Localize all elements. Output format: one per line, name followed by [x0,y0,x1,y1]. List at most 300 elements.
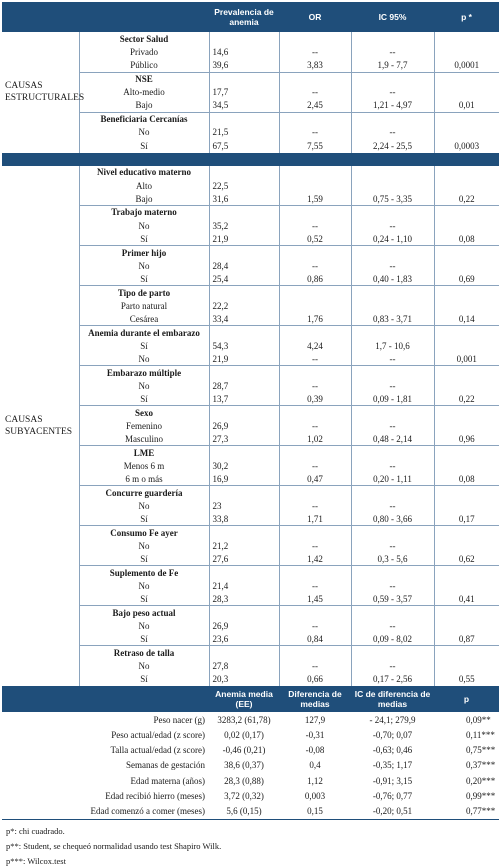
p-value: 0,77*** [434,804,499,820]
prevalencia-value: 67,5 [209,139,279,152]
p-value: 0,0001 [434,59,499,72]
row-label: Sí [79,272,209,285]
p-value: 0,99*** [466,791,496,802]
empty-cell [351,246,434,259]
continuous-row [2,804,499,820]
p-value: 0,22 [434,392,499,405]
empty-cell [209,526,279,539]
group-title: Sexo [79,406,209,419]
media-value: 38,6 (0,37) [224,760,264,771]
group-title: Concurre guardería [79,486,209,499]
p-value: 0,14 [434,312,499,325]
empty-cell [279,246,351,259]
ic-value: 0,20 - 1,11 [351,472,434,485]
empty-cell [351,32,434,45]
header-empty [2,2,79,32]
empty-cell [279,486,351,499]
variable-label: Peso actual/edad (z score) [111,729,205,740]
or-value: 0,39 [279,392,351,405]
prevalencia-value: 26,9 [209,419,279,432]
group-title: LME [79,446,209,459]
empty-cell [351,406,434,419]
or-value: -- [279,459,351,472]
continuous-row [2,758,499,773]
empty-cell [351,566,434,579]
ic-value: -- [351,219,434,232]
empty-cell [279,32,351,45]
media-value: 28,3 (0,88) [224,775,264,786]
or-value: -- [279,659,351,672]
p-value: 0,08 [434,472,499,485]
row-label: Parto natural [79,299,209,312]
or-value [279,299,351,312]
empty-cell [434,526,499,539]
ic-diferencia-value: -0,35; 1,17 [372,760,413,771]
or-value: 7,55 [279,139,351,152]
or-value: 0,66 [279,673,351,686]
p-value [434,539,499,552]
empty-cell [279,566,351,579]
empty-cell [351,286,434,299]
empty-cell [279,446,351,459]
empty-cell [351,326,434,339]
results-table [2,2,499,820]
prevalencia-value: 28,7 [209,379,279,392]
header-empty [79,2,209,32]
continuous-row [2,712,499,727]
diferencia-value: 1,12 [307,775,323,786]
p-value [434,45,499,58]
row-label: No [79,579,209,592]
p-value [434,299,499,312]
empty-cell [434,606,499,619]
prevalencia-value: 27,8 [209,659,279,672]
ic-value: 0,09 - 8,02 [351,633,434,646]
prevalencia-value: 35,2 [209,219,279,232]
empty-cell [209,566,279,579]
empty-cell [351,366,434,379]
diferencia-value: 0,15 [279,804,351,820]
ic-diferencia-value: -0,91; 3,15 [372,775,413,786]
empty-cell [279,406,351,419]
row-label: Menos 6 m [79,459,209,472]
empty-cell [434,366,499,379]
causas-subyacentes-label: CAUSAS SUBYACENTES [2,166,79,686]
ic-value: -- [351,126,434,139]
p-value: 0,55 [434,673,499,686]
or-value: -- [279,352,351,365]
empty-cell [434,566,499,579]
p-value [434,86,499,99]
row-label: No [79,219,209,232]
p-value [434,419,499,432]
row-label: Bajo [79,192,209,205]
ic-value: 0,17 - 2,56 [351,673,434,686]
p-value: 0,37*** [466,760,496,771]
ic-value [351,179,434,192]
group-title: Sector Salud [79,32,209,45]
variable-label: Semanas de gestación [126,760,205,771]
ic-value: -- [351,619,434,632]
p-value [434,259,499,272]
or-value: -- [279,619,351,632]
footnote-3: p***: Wilcox.test [6,856,66,866]
row-label: Femenino [79,419,209,432]
or-value: -- [279,379,351,392]
ic-value: -- [351,259,434,272]
p-value [434,379,499,392]
or-value: 0,86 [279,272,351,285]
or-value: -- [279,419,351,432]
header-or: OR [279,2,351,32]
p-value: 0,69 [434,272,499,285]
footnote-1: p*: chi cuadrado. [6,826,65,836]
empty-cell [279,166,351,179]
or-value: -- [279,45,351,58]
prevalencia-value: 14,6 [209,45,279,58]
group-title-row [2,32,499,45]
ic-value: 0,80 - 3,66 [351,512,434,525]
or-value: -- [279,579,351,592]
row-label: Sí [79,139,209,152]
empty-cell [209,366,279,379]
empty-cell [279,606,351,619]
empty-cell [209,32,279,45]
row-label: Cesárea [79,312,209,325]
group-title: Primer hijo [79,246,209,259]
ic-value: 0,40 - 1,83 [351,272,434,285]
row-label: Privado [79,45,209,58]
empty-cell [434,32,499,45]
group-title: Bajo peso actual [79,606,209,619]
variable-label: Talla actual/edad (z score) [110,745,205,756]
p-value: 0,08 [434,232,499,245]
empty-cell [209,606,279,619]
ic-value: 1,7 - 10,6 [351,339,434,352]
diferencia-value: -0,31 [305,729,325,740]
p-value [434,579,499,592]
or-value: 0,52 [279,232,351,245]
empty-cell [209,286,279,299]
continuous-row [2,727,499,742]
prevalencia-value: 28,4 [209,259,279,272]
ic-value [351,299,434,312]
empty-cell [351,166,434,179]
row-label: Alto-medio [79,86,209,99]
ic-diferencia-value: -0,20; 0,51 [351,804,434,820]
footnote-2: p**: Student, se chequeó normalidad usando test Shapiro Wilk. [6,841,222,851]
variable-label: Peso nacer (g) [153,714,205,725]
ic-value: -- [351,352,434,365]
p-value: 0,75*** [466,745,496,756]
prevalencia-value: 54,3 [209,339,279,352]
prevalencia-value: 23 [209,499,279,512]
or-value: 4,24 [279,339,351,352]
ic-diferencia-value: -0,76; 0,77 [372,791,413,802]
header-empty [79,686,209,712]
header-prevalencia: Prevalencia de anemia [209,2,279,32]
prevalencia-value: 34,5 [209,99,279,112]
prevalencia-value: 21,9 [209,352,279,365]
p-value: 0,17 [434,512,499,525]
empty-cell [209,646,279,659]
p-value: 0,87 [434,633,499,646]
diferencia-value: 127,9 [304,714,326,725]
empty-cell [434,112,499,125]
ic-value: 1,9 - 7,7 [351,59,434,72]
ic-value: 0,75 - 3,35 [351,192,434,205]
ic-value: -- [351,459,434,472]
row-label: No [79,619,209,632]
causas-estructurales-label: CAUSAS ESTRUCTURALES [2,32,79,153]
group-title: Anemia durante el embarazo [79,326,209,339]
group-title: Nivel educativo materno [79,166,209,179]
empty-cell [351,646,434,659]
group-title-row [2,166,499,179]
prevalencia-value: 21,5 [209,126,279,139]
or-value: 1,02 [279,432,351,445]
ic-value: 0,83 - 3,71 [351,312,434,325]
or-value: 1,76 [279,312,351,325]
empty-cell [209,166,279,179]
group-title: NSE [79,72,209,85]
empty-cell [279,286,351,299]
or-value: -- [279,219,351,232]
group-title: Trabajo materno [79,206,209,219]
prevalencia-value: 28,3 [209,593,279,606]
row-label: No [79,499,209,512]
ic-value: -- [351,659,434,672]
ic-value: -- [351,379,434,392]
row-label: 6 m o más [79,472,209,485]
or-value: -- [279,539,351,552]
prevalencia-value: 39,6 [209,59,279,72]
row-label: No [79,352,209,365]
ic-value: -- [351,539,434,552]
or-value: 1,42 [279,552,351,565]
row-label: No [79,259,209,272]
prevalencia-value: 13,7 [209,392,279,405]
media-value: 5,6 (0,15) [209,804,279,820]
prevalencia-value: 21,9 [209,232,279,245]
diferencia-value: -0,08 [305,745,325,756]
empty-cell [209,406,279,419]
row-label: Masculino [79,432,209,445]
p-value: 0,001 [434,352,499,365]
prevalencia-value: 16,9 [209,472,279,485]
or-value: 2,45 [279,99,351,112]
row-label: Sí [79,339,209,352]
empty-cell [434,486,499,499]
empty-cell [279,72,351,85]
empty-cell [279,112,351,125]
prevalencia-value: 27,6 [209,552,279,565]
empty-cell [351,486,434,499]
header-diferencia: Diferencia de medias [279,686,351,712]
ic-diferencia-value: - 24,1; 279,9 [369,714,416,725]
ic-diferencia-value: -0,63; 0,46 [372,745,413,756]
p-value: 0,09** [466,714,491,725]
empty-cell [434,166,499,179]
media-value: -0,46 (0,21) [222,745,266,756]
prevalencia-value: 21,4 [209,579,279,592]
empty-cell [209,72,279,85]
p-value [434,499,499,512]
continuous-row [2,773,499,788]
ic-value: -- [351,86,434,99]
prevalencia-value: 33,4 [209,312,279,325]
row-label: Público [79,59,209,72]
empty-cell [209,446,279,459]
p-value: 0,01 [434,99,499,112]
group-title: Retraso de talla [79,646,209,659]
ic-value: 0,09 - 1,81 [351,392,434,405]
empty-cell [209,486,279,499]
empty-cell [279,326,351,339]
media-value: 3283,2 (61,78) [217,714,271,725]
header-p: p * [434,2,499,32]
band-cell [2,153,499,166]
p-value: 0,62 [434,552,499,565]
or-value: 0,47 [279,472,351,485]
or-value: 1,71 [279,512,351,525]
empty-cell [279,646,351,659]
ic-value: 2,24 - 25,5 [351,139,434,152]
continuous-row [2,788,499,803]
p-value: 0,41 [434,593,499,606]
p-value: 0,96 [434,432,499,445]
or-value: -- [279,86,351,99]
ic-value: -- [351,45,434,58]
empty-cell [434,446,499,459]
row-label: Sí [79,593,209,606]
row-label: Sí [79,552,209,565]
empty-cell [209,246,279,259]
row-label: No [79,659,209,672]
row-label: Bajo [79,99,209,112]
or-value: 0,84 [279,633,351,646]
empty-cell [434,206,499,219]
p-value: 0,20*** [466,775,496,786]
ic-value: 0,3 - 5,6 [351,552,434,565]
p-value: 0,22 [434,192,499,205]
prevalencia-value: 31,6 [209,192,279,205]
empty-cell [279,206,351,219]
header-anemia-media: Anemia media (EE) [209,686,279,712]
prevalencia-value: 33,8 [209,512,279,525]
or-value: -- [279,259,351,272]
empty-cell [209,326,279,339]
empty-cell [279,366,351,379]
media-value: 3,72 (0,32) [224,791,264,802]
row-label: Sí [79,392,209,405]
empty-cell [351,72,434,85]
empty-cell [434,246,499,259]
media-value: 0,02 (0,17) [224,729,264,740]
prevalencia-value: 26,9 [209,619,279,632]
ic-value: -- [351,579,434,592]
separator-band [2,153,499,166]
p-value [434,619,499,632]
or-value: -- [279,126,351,139]
header-ic: IC 95% [351,2,434,32]
prevalencia-value: 22,2 [209,299,279,312]
row-label: Sí [79,232,209,245]
empty-cell [209,112,279,125]
ic-value: 0,24 - 1,10 [351,232,434,245]
p-value: 0,0003 [434,139,499,152]
empty-cell [434,406,499,419]
row-label: No [79,539,209,552]
group-title: Beneficiaria Cercanías [79,112,209,125]
ic-value: -- [351,499,434,512]
p-value [434,659,499,672]
group-title: Consumo Fe ayer [79,526,209,539]
empty-cell [434,72,499,85]
continuous-row [2,743,499,758]
empty-cell [351,112,434,125]
prevalencia-value: 30,2 [209,459,279,472]
row-label: Sí [79,512,209,525]
empty-cell [351,446,434,459]
prevalencia-value: 17,7 [209,86,279,99]
or-value: -- [279,499,351,512]
empty-cell [434,646,499,659]
p-value [434,339,499,352]
prevalencia-value: 25,4 [209,272,279,285]
header-ic-diferencia: IC de diferencia de medias [351,686,434,712]
or-value: 3,83 [279,59,351,72]
p-value [434,179,499,192]
ic-value: 0,48 - 2,14 [351,432,434,445]
group-title: Embarazo múltiple [79,366,209,379]
variable-label: Edad recibió hierro (meses) [105,791,205,802]
p-value: 0,11*** [466,729,495,740]
header-p2: p [434,686,499,712]
variable-label: Edad comenzó a comer (meses) [2,804,209,820]
row-label: Sí [79,673,209,686]
row-label: No [79,126,209,139]
p-value [434,126,499,139]
variable-label: Edad materna (años) [130,775,205,786]
prevalencia-value: 23,6 [209,633,279,646]
or-value: 1,45 [279,593,351,606]
prevalencia-value: 21,2 [209,539,279,552]
empty-cell [351,206,434,219]
row-label: Sí [79,633,209,646]
ic-diferencia-value: -0,70; 0,07 [372,729,413,740]
ic-value: -- [351,419,434,432]
diferencia-value: 0,4 [309,760,321,771]
or-value: 1,59 [279,192,351,205]
group-title: Tipo de parto [79,286,209,299]
header-empty [2,686,79,712]
ic-value: 1,21 - 4,97 [351,99,434,112]
empty-cell [279,526,351,539]
row-label: Alto [79,179,209,192]
header-row-2 [2,686,499,712]
empty-cell [209,206,279,219]
diferencia-value: 0,003 [304,791,326,802]
or-value [279,179,351,192]
header-row [2,2,499,32]
p-value [434,459,499,472]
empty-cell [351,606,434,619]
row-label: No [79,379,209,392]
p-value [434,219,499,232]
ic-value: 0,59 - 3,57 [351,593,434,606]
prevalencia-value: 22,5 [209,179,279,192]
